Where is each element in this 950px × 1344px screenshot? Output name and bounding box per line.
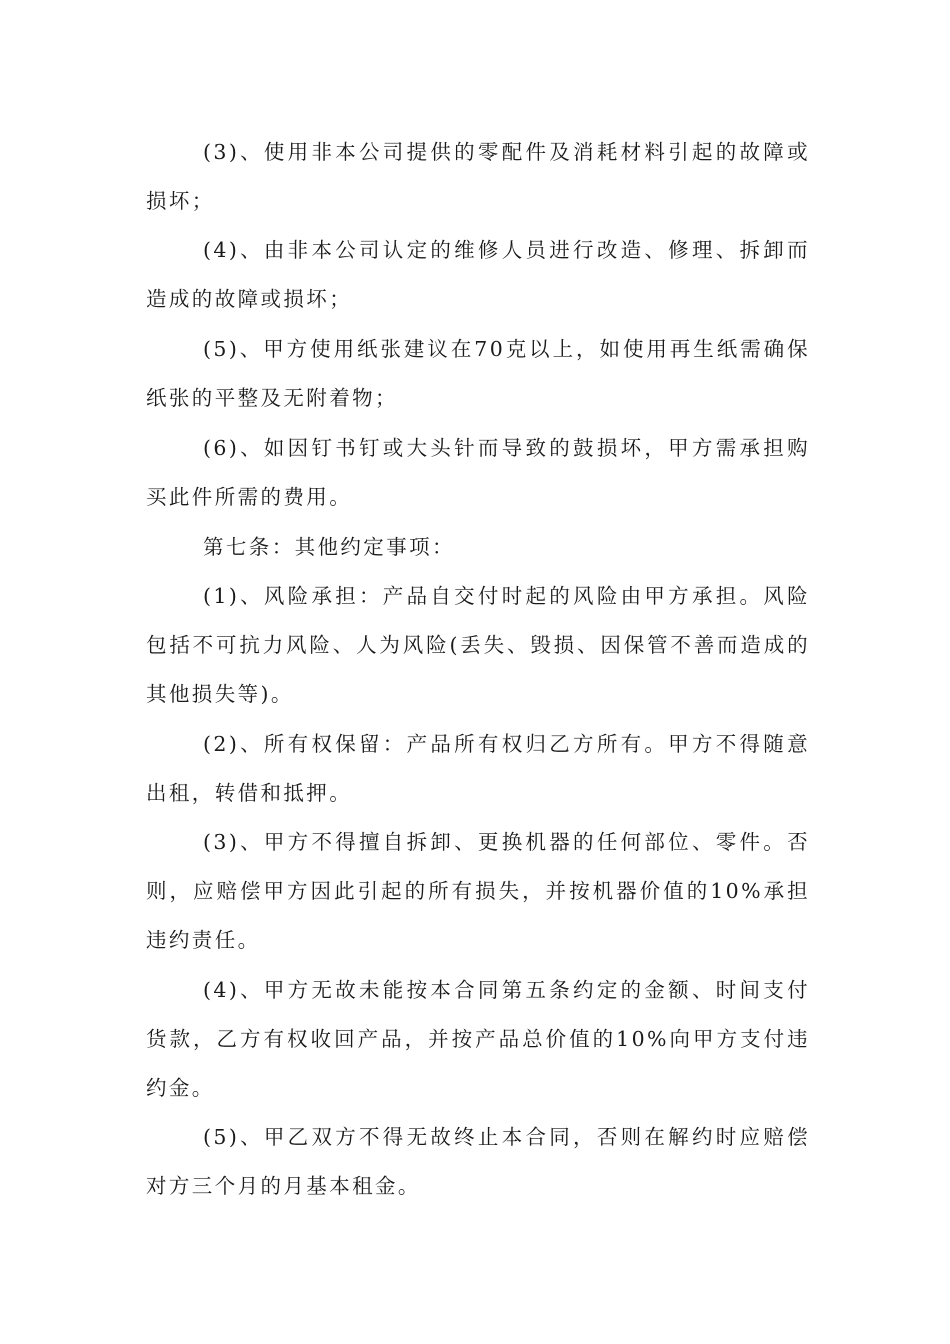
clause-paragraph-6-6: (6)、如因钉书钉或大头针而导致的鼓损坏，甲方需承担购买此件所需的费用。 [146, 436, 810, 509]
clause-paragraph-7-3: (3)、甲方不得擅自拆卸、更换机器的任何部位、零件。否则，应赔偿甲方因此引起的所有损失，并按机器价值的10%承担违约责任。 [146, 830, 810, 952]
clause-paragraph-7-5: (5)、甲乙双方不得无故终止本合同，否则在解约时应赔偿对方三个月的月基本租金。 [146, 1125, 810, 1198]
clause-paragraph-7-1: (1)、风险承担：产品自交付时起的风险由甲方承担。风险包括不可抗力风险、人为风险(丢失、毁损、因保管不善而造成的其他损失等)。 [146, 584, 810, 706]
clause-paragraph-6-5: (5)、甲方使用纸张建议在70克以上，如使用再生纸需确保纸张的平整及无附着物； [146, 337, 810, 410]
clause-paragraph-7-4: (4)、甲方无故未能按本合同第五条约定的金额、时间支付货款，乙方有权收回产品，并按产品总价值的10%向甲方支付违约金。 [146, 978, 810, 1100]
clause-paragraph-7-2: (2)、所有权保留：产品所有权归乙方所有。甲方不得随意出租，转借和抵押。 [146, 732, 810, 805]
article-seven-heading: 第七条：其他约定事项： [203, 535, 455, 559]
clause-paragraph-6-3: (3)、使用非本公司提供的零配件及消耗材料引起的故障或损坏； [146, 140, 810, 213]
clause-paragraph-6-4: (4)、由非本公司认定的维修人员进行改造、修理、拆卸而造成的故障或损坏； [146, 238, 810, 311]
